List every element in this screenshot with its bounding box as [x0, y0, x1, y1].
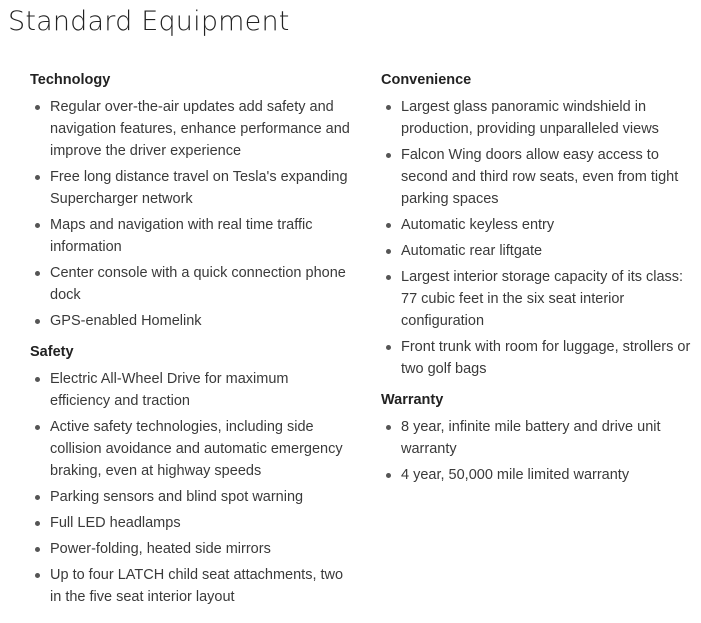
bullet-icon [35, 521, 40, 526]
bullet-icon [386, 223, 391, 228]
list-item: Electric All-Wheel Drive for maximum efficiency and traction [30, 368, 350, 412]
technology-list [30, 96, 350, 332]
bullet-icon [386, 345, 391, 350]
list-item: Center console with a quick connection phone dock [30, 262, 350, 306]
section-heading-technology: Technology [30, 72, 111, 88]
list-item: Front trunk with room for luggage, strollers or two golf bags [381, 336, 701, 380]
list-item: Free long distance travel on Tesla's expanding Supercharger network [30, 166, 350, 210]
list-item: Full LED headlamps [30, 512, 350, 534]
right-column [381, 70, 701, 490]
warranty-list [381, 416, 701, 486]
bullet-icon [386, 275, 391, 280]
list-item: Largest interior storage capacity of its class: 77 cubic feet in the six seat interior configuration [381, 266, 701, 332]
list-item: Regular over-the-air updates add safety and navigation features, enhance performance and improve the driver experience [30, 96, 350, 162]
bullet-icon [35, 175, 40, 180]
left-column [30, 70, 350, 612]
list-item: Falcon Wing doors allow easy access to second and third row seats, even from tight parking spaces [381, 144, 701, 210]
list-item: Power-folding, heated side mirrors [30, 538, 350, 560]
convenience-list [381, 96, 701, 380]
bullet-icon [386, 473, 391, 478]
list-item: Active safety technologies, including side collision avoidance and automatic emergency braking, even at highway speeds [30, 416, 350, 482]
bullet-icon [386, 153, 391, 158]
list-item: GPS-enabled Homelink [30, 310, 350, 332]
bullet-icon [35, 573, 40, 578]
list-item: 8 year, infinite mile battery and drive unit warranty [381, 416, 701, 460]
bullet-icon [35, 319, 40, 324]
bullet-icon [35, 105, 40, 110]
section-technology [30, 70, 350, 332]
list-item: Maps and navigation with real time traffic information [30, 214, 350, 258]
list-item: Automatic keyless entry [381, 214, 701, 236]
bullet-icon [386, 105, 391, 110]
bullet-icon [35, 495, 40, 500]
list-item: Up to four LATCH child seat attachments, two in the five seat interior layout [30, 564, 350, 608]
section-safety [30, 342, 350, 608]
list-item: Parking sensors and blind spot warning [30, 486, 350, 508]
list-item: Automatic rear liftgate [381, 240, 701, 262]
bullet-icon [386, 425, 391, 430]
section-convenience [381, 70, 701, 380]
section-warranty [381, 390, 701, 486]
section-heading-convenience: Convenience [381, 72, 472, 88]
bullet-icon [35, 377, 40, 382]
list-item: 4 year, 50,000 mile limited warranty [381, 464, 701, 486]
safety-list [30, 368, 350, 608]
bullet-icon [35, 425, 40, 430]
bullet-icon [35, 547, 40, 552]
bullet-icon [386, 249, 391, 254]
section-heading-safety: Safety [30, 344, 74, 360]
section-heading-warranty: Warranty [381, 392, 444, 408]
page-title: Standard Equipment [8, 6, 290, 37]
list-item: Largest glass panoramic windshield in production, providing unparalleled views [381, 96, 701, 140]
bullet-icon [35, 223, 40, 228]
bullet-icon [35, 271, 40, 276]
